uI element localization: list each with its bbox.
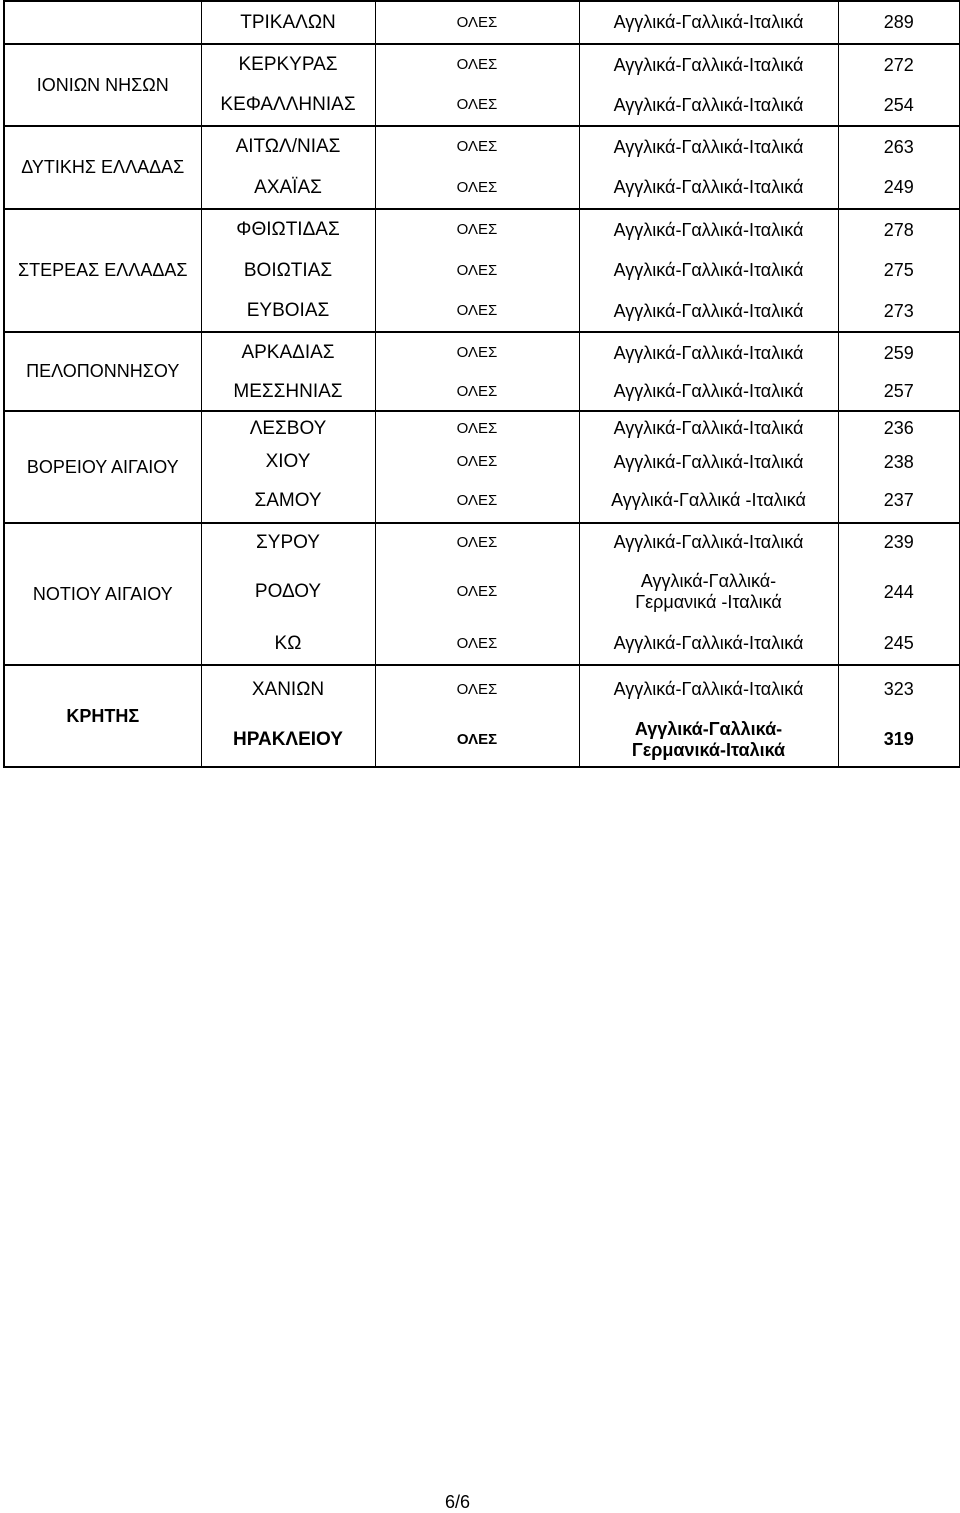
prefecture-cell: ΣΥΡΟΥ — [201, 523, 375, 561]
category-cell: ΟΛΕΣ — [375, 445, 579, 479]
prefecture-language-table — [3, 0, 960, 768]
page-number: 6/6 — [445, 1492, 471, 1512]
languages-cell: Αγγλικά-Γαλλικά-Ιταλικά — [579, 523, 838, 561]
prefecture-cell: ΑΧΑΪΑΣ — [201, 167, 375, 209]
count-cell: 323 — [838, 665, 960, 713]
prefecture-cell: ΧΑΝΙΩΝ — [201, 665, 375, 713]
count-cell: 273 — [883, 300, 914, 321]
prefecture-cell: ΤΡΙΚΑΛΩΝ — [201, 1, 375, 44]
category-cell: ΟΛΕΣ — [375, 332, 579, 373]
category-cell: ΟΛΕΣ — [375, 623, 579, 665]
count-cell: 245 — [883, 633, 914, 654]
prefecture-cell: ΦΘΙΩΤΙΔΑΣ — [201, 209, 375, 250]
languages-cell: Αγγλικά-Γαλλικά- Γερμανικά -Ιταλικά — [579, 561, 838, 623]
languages-cell: Αγγλικά-Γαλλικά-Ιταλικά — [579, 167, 838, 209]
languages-cell: Αγγλικά-Γαλλικά-Ιταλικά — [579, 44, 838, 85]
count-cell: 272 — [838, 44, 960, 85]
count-cell: 319 — [883, 729, 914, 750]
category-cell: ΟΛΕΣ — [375, 713, 579, 767]
count-cell: 237 — [883, 490, 914, 511]
languages-cell: Αγγλικά-Γαλλικά -Ιταλικά — [579, 479, 838, 523]
category-cell: ΟΛΕΣ — [375, 291, 579, 332]
count-cell: 254 — [883, 94, 914, 115]
count-cell: 257 — [883, 381, 914, 402]
languages-cell: Αγγλικά-Γαλλικά-Ιταλικά — [579, 665, 838, 713]
prefecture-cell: ΑΙΤΩΛ/ΝΙΑΣ — [201, 126, 375, 167]
region-cell — [4, 1, 201, 44]
category-cell: ΟΛΕΣ — [375, 1, 579, 44]
prefecture-cell: ΛΕΣΒΟΥ — [201, 411, 375, 445]
category-cell: ΟΛΕΣ — [375, 479, 579, 523]
prefecture-cell: ΕΥΒΟΙΑΣ — [201, 291, 375, 332]
prefecture-cell: ΜΕΣΣΗΝΙΑΣ — [201, 373, 375, 411]
prefecture-cell: ΚΕΡΚΥΡΑΣ — [201, 44, 375, 85]
region-cell: ΠΕΛΟΠΟΝΝΗΣΟΥ — [4, 332, 201, 411]
category-cell: ΟΛΕΣ — [375, 85, 579, 126]
languages-cell: Αγγλικά-Γαλλικά- Γερμανικά-Ιταλικά — [579, 713, 838, 767]
prefecture-cell: ΡΟΔΟΥ — [201, 561, 375, 623]
category-cell: ΟΛΕΣ — [375, 373, 579, 411]
count-cell: 239 — [838, 523, 960, 561]
category-cell: ΟΛΕΣ — [375, 126, 579, 167]
category-cell: ΟΛΕΣ — [375, 250, 579, 291]
region-cell: ΣΤΕΡΕΑΣ ΕΛΛΑΔΑΣ — [4, 209, 201, 332]
category-cell: ΟΛΕΣ — [375, 523, 579, 561]
count-cell: 289 — [838, 1, 960, 44]
prefecture-cell: ΒΟΙΩΤΙΑΣ — [201, 250, 375, 291]
region-cell: ΔΥΤΙΚΗΣ ΕΛΛΑΔΑΣ — [4, 126, 201, 209]
prefecture-cell: ΣΑΜΟΥ — [201, 479, 375, 523]
category-cell: ΟΛΕΣ — [375, 411, 579, 445]
languages-cell: Αγγλικά-Γαλλικά-Ιταλικά — [579, 85, 838, 126]
languages-cell: Αγγλικά-Γαλλικά-Ιταλικά — [579, 291, 838, 332]
category-cell: ΟΛΕΣ — [375, 167, 579, 209]
prefecture-cell: ΗΡΑΚΛΕΙΟΥ — [201, 713, 375, 767]
count-cell: 238 — [883, 451, 914, 472]
count-cell: 275 — [883, 260, 914, 281]
region-cell: ΙΟΝΙΩΝ ΝΗΣΩΝ — [4, 44, 201, 126]
region-cell: ΝΟΤΙΟΥ ΑΙΓΑΙΟΥ — [4, 523, 201, 665]
prefecture-cell: ΧΙΟΥ — [201, 445, 375, 479]
languages-cell: Αγγλικά-Γαλλικά-Ιταλικά — [579, 126, 838, 167]
category-cell: ΟΛΕΣ — [375, 44, 579, 85]
region-cell: ΒΟΡΕΙΟΥ ΑΙΓΑΙΟΥ — [4, 411, 201, 523]
languages-cell: Αγγλικά-Γαλλικά-Ιταλικά — [579, 411, 838, 445]
count-cell: 263 — [838, 126, 960, 167]
languages-cell: Αγγλικά-Γαλλικά-Ιταλικά — [579, 1, 838, 44]
count-cell: 259 — [838, 332, 960, 373]
prefecture-cell: ΚΩ — [201, 623, 375, 665]
category-cell: ΟΛΕΣ — [375, 561, 579, 623]
languages-cell: Αγγλικά-Γαλλικά-Ιταλικά — [579, 445, 838, 479]
count-cell: 249 — [883, 177, 914, 198]
region-cell: ΚΡΗΤΗΣ — [4, 665, 201, 767]
languages-cell: Αγγλικά-Γαλλικά-Ιταλικά — [579, 373, 838, 411]
count-cell: 244 — [883, 581, 914, 602]
languages-cell: Αγγλικά-Γαλλικά-Ιταλικά — [579, 250, 838, 291]
languages-cell: Αγγλικά-Γαλλικά-Ιταλικά — [579, 209, 838, 250]
languages-cell: Αγγλικά-Γαλλικά-Ιταλικά — [579, 623, 838, 665]
count-cell: 236 — [838, 411, 960, 445]
prefecture-cell: ΑΡΚΑΔΙΑΣ — [201, 332, 375, 373]
count-cell: 278 — [838, 209, 960, 250]
prefecture-cell: ΚΕΦΑΛΛΗΝΙΑΣ — [201, 85, 375, 126]
languages-cell: Αγγλικά-Γαλλικά-Ιταλικά — [579, 332, 838, 373]
category-cell: ΟΛΕΣ — [375, 665, 579, 713]
category-cell: ΟΛΕΣ — [375, 209, 579, 250]
